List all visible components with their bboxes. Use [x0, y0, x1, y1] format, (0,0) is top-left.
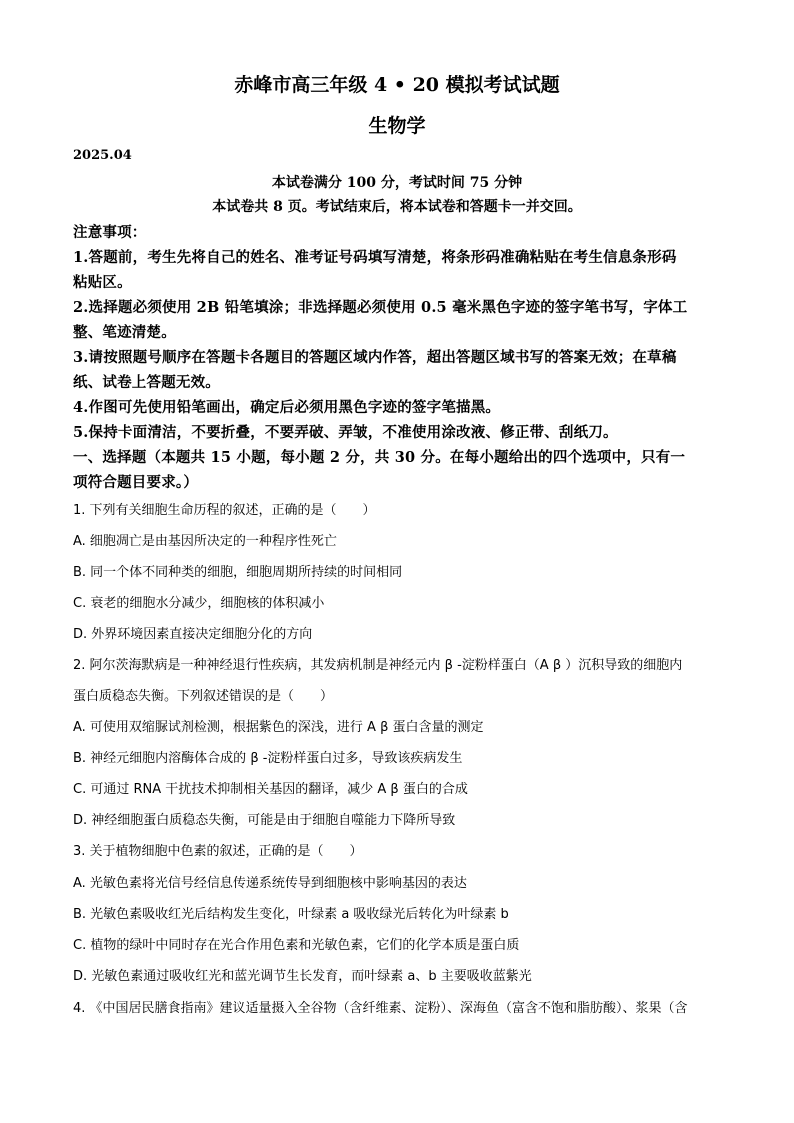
question-2-option-c: C. 可通过 RNA 干扰技术抑制相关基因的翻译，减少 A β 蛋白的合成 [73, 782, 468, 797]
exam-title: 赤峰市高三年级 4 • 20 模拟考试试题 [234, 74, 560, 96]
question-3-option-d: D. 光敏色素通过吸收红光和蓝光调节生长发育，而叶绿素 a、b 主要吸收蓝紫光 [73, 969, 532, 984]
question-1-stem: 1. 下列有关细胞生命历程的叙述，正确的是（ ） [73, 503, 376, 518]
question-3-option-c: C. 植物的绿叶中同时存在光合作用色素和光敏色素，它们的化学本质是蛋白质 [73, 938, 520, 953]
question-2-option-a: A. 可使用双缩脲试剂检测，根据紫色的深浅，进行 A β 蛋白含量的测定 [73, 720, 484, 735]
question-4-stem: 4. 《中国居民膳食指南》建议适量摄入全谷物（含纤维素、淀粉）、深海鱼（富含不饱和脂肪酸）、浆果（含 [73, 1001, 688, 1016]
subject-title: 生物学 [368, 115, 426, 137]
exam-info-score-time: 本试卷满分 100 分，考试时间 75 分钟 [271, 175, 523, 191]
notice-line: 2.选择题必须使用 2B 铅笔填涂；非选择题必须使用 0.5 毫米黑色字迹的签字笔书写，字体工 [73, 299, 688, 316]
question-1-option-d: D. 外界环境因素直接决定细胞分化的方向 [73, 627, 313, 642]
question-2-option-b: B. 神经元细胞内溶酶体合成的 β -淀粉样蛋白过多，导致该疾病发生 [73, 751, 463, 766]
section-heading: 一、选择题（本题共 15 小题，每小题 2 分，共 30 分。在每小题给出的四个选项中，只有一 [73, 449, 686, 466]
question-2-option-d: D. 神经细胞蛋白质稳态失衡，可能是由于细胞自噬能力下降所导致 [73, 813, 456, 828]
notice-line: 粘贴区。 [73, 274, 132, 291]
notice-heading: 注意事项： [73, 224, 147, 241]
question-1-option-c: C. 衰老的细胞水分减少，细胞核的体积减小 [73, 596, 325, 611]
question-2-stem-cont: 蛋白质稳态失衡。下列叙述错误的是（ ） [73, 689, 334, 704]
notice-line: 整、笔迹清楚。 [73, 324, 176, 341]
exam-date: 2025.04 [73, 148, 132, 163]
question-3-option-a: A. 光敏色素将光信号经信息传递系统传导到细胞核中影响基因的表达 [73, 876, 467, 891]
section-heading-cont: 项符合题目要求。） [73, 474, 199, 491]
question-2-stem: 2. 阿尔茨海默病是一种神经退行性疾病，其发病机制是神经元内 β -淀粉样蛋白（A β ）沉积导致的细胞内 [73, 658, 683, 673]
exam-info-pages: 本试卷共 8 页。考试结束后，将本试卷和答题卡一并交回。 [212, 199, 582, 215]
notice-line: 纸、试卷上答题无效。 [73, 374, 220, 391]
question-1-option-a: A. 细胞凋亡是由基因所决定的一种程序性死亡 [73, 534, 337, 549]
question-3-option-b: B. 光敏色素吸收红光后结构发生变化，叶绿素 a 吸收绿光后转化为叶绿素 b [73, 907, 509, 922]
question-3-stem: 3. 关于植物细胞中色素的叙述，正确的是（ ） [73, 844, 363, 859]
notice-line: 4.作图可先使用铅笔画出，确定后必须用黑色字迹的签字笔描黑。 [73, 399, 501, 416]
question-1-option-b: B. 同一个体不同种类的细胞，细胞周期所持续的时间相同 [73, 565, 403, 580]
notice-line: 3.请按照题号顺序在答题卡各题目的答题区域内作答，超出答题区域书写的答案无效；在草稿 [73, 349, 677, 366]
notice-line: 1.答题前，考生先将自己的姓名、准考证号码填写清楚，将条形码准确粘贴在考生信息条形码 [73, 249, 677, 266]
notice-line: 5.保持卡面清洁，不要折叠，不要弄破、弄皱，不准使用涂改液、修正带、刮纸刀。 [73, 424, 618, 441]
